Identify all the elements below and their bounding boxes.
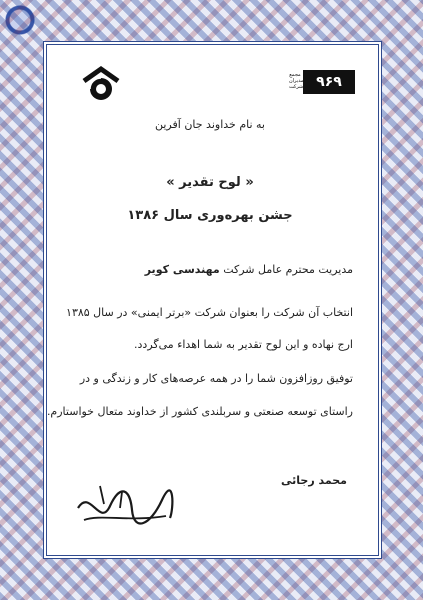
salutation-prefix: مدیریت محترم عامل شرکت xyxy=(223,263,353,276)
paragraph-line-3: توفیق روزافزون شما را در همه عرصه‌های کار و زندگی و در xyxy=(79,372,353,385)
signer-name: محمد رجائی xyxy=(281,474,347,487)
certificate-title: « لوح تقدیر » xyxy=(166,175,254,190)
paragraph-line-2: ارج نهاده و این لوح تقدیر به شما اهداء می‌گردد. xyxy=(134,338,353,351)
eye-logo-icon xyxy=(80,63,122,105)
company-logo xyxy=(289,70,355,94)
salutation xyxy=(145,263,353,276)
paragraph-line-1: انتخاب آن شرکت را بعنوان شرکت «برتر ایمنی» در سال ۱۳۸۵ xyxy=(66,306,353,319)
company-name: مهندسی کویر xyxy=(144,263,220,276)
handwritten-signature xyxy=(70,478,180,538)
paragraph-line-4: راستای توسعه صنعتی و سربلندی کشور از خداوند متعال خواستارم. xyxy=(46,405,353,418)
company-logo-small-text: مجمع مدیران شرکت xyxy=(289,72,304,90)
company-logo-text: ۹۶۹ xyxy=(316,74,342,90)
invocation-line: به نام خداوند جان آفرین xyxy=(155,118,265,131)
certificate-subtitle: جشن بهره‌وری سال ۱۳۸۶ xyxy=(127,208,293,223)
